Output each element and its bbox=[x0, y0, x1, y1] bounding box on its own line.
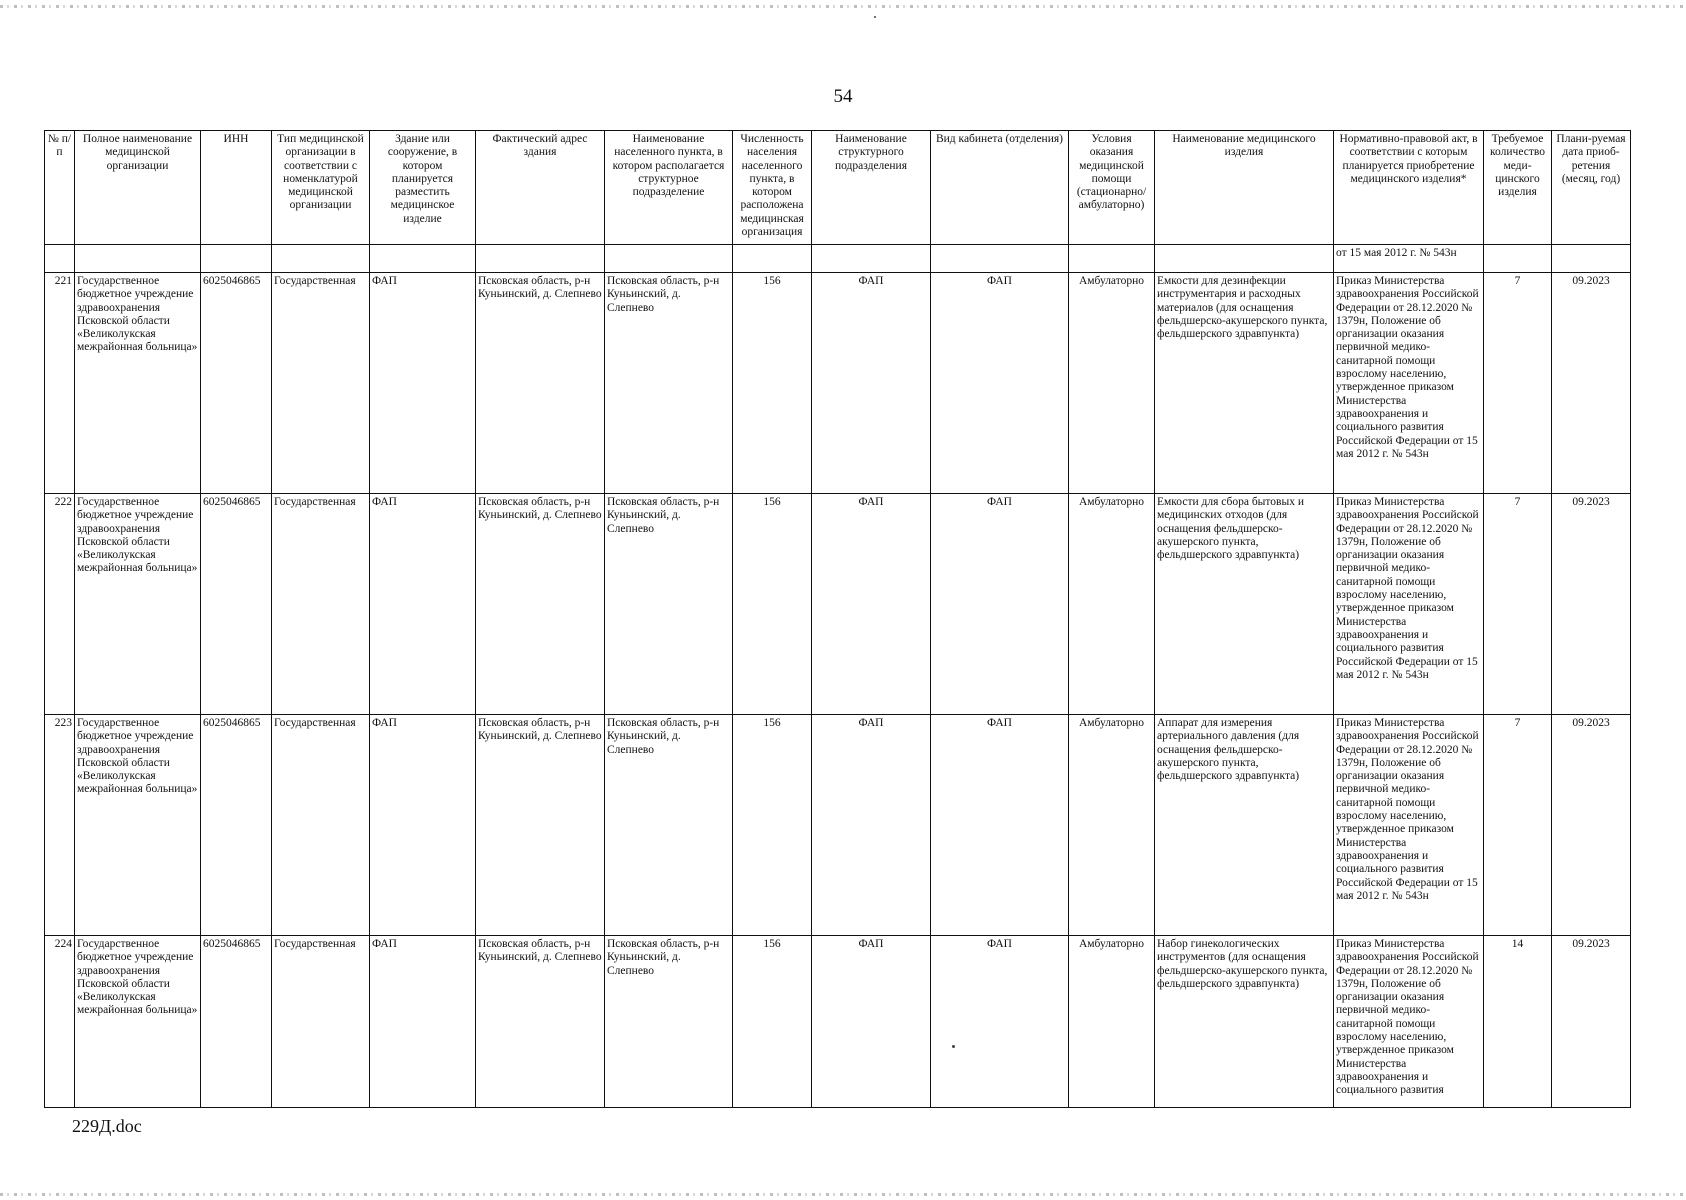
footer-filename: 229Д.doc bbox=[72, 1116, 142, 1136]
table-cell bbox=[1069, 245, 1155, 273]
row-locality: Псковская область, р-н Куньинский, д. Слепнево bbox=[605, 936, 733, 1108]
header-cabinet: Вид кабинета (отделения) bbox=[931, 131, 1069, 245]
row-act: Приказ Министерства здравоохранения Российской Федерации от 28.12.2020 № 1379н, Положение об организации оказания первичной медико-санитарной помощи взрослому населению, утвержденное приказом Министерства здравоохранения и социального развития Российской Федерации от 15 мая 2012 г. № 543н bbox=[1334, 273, 1484, 494]
row-building: ФАП bbox=[370, 936, 476, 1108]
row-type: Государственная bbox=[272, 936, 370, 1108]
row-address: Псковская область, р-н Куньинский, д. Слепнево bbox=[476, 494, 605, 715]
table-cell bbox=[75, 245, 201, 273]
header-row bbox=[45, 131, 1631, 245]
row-inn: 6025046865 bbox=[201, 936, 272, 1108]
row-act: Приказ Министерства здравоохранения Российской Федерации от 28.12.2020 № 1379н, Положение об организации оказания первичной медико-санитарной помощи взрослому населению, утвержденное приказом Министерства здравоохранения и социального развития Российской Федерации от 15 мая 2012 г. № 543н bbox=[1334, 715, 1484, 936]
row-org: Государственное бюджетное учреждение здравоохранения Псковской области «Великолукская межрайонная больница» bbox=[75, 494, 201, 715]
row-qty: 7 bbox=[1484, 494, 1552, 715]
row-address: Псковская область, р-н Куньинский, д. Слепнево bbox=[476, 273, 605, 494]
table-cell bbox=[476, 245, 605, 273]
row-conditions: Амбулаторно bbox=[1069, 494, 1155, 715]
row-type: Государственная bbox=[272, 273, 370, 494]
scan-speck bbox=[952, 1045, 955, 1048]
row-cabinet: ФАП bbox=[931, 494, 1069, 715]
table-cell bbox=[1552, 245, 1631, 273]
row-conditions: Амбулаторно bbox=[1069, 273, 1155, 494]
row-locality: Псковская область, р-н Куньинский, д. Слепнево bbox=[605, 273, 733, 494]
header-date: Плани-руемая дата приоб-ретения (месяц, год) bbox=[1552, 131, 1631, 245]
table-cell bbox=[272, 245, 370, 273]
row-population: 156 bbox=[733, 936, 812, 1108]
row-unit: ФАП bbox=[812, 715, 931, 936]
row-population: 156 bbox=[733, 715, 812, 936]
row-org: Государственное бюджетное учреждение здравоохранения Псковской области «Великолукская межрайонная больница» bbox=[75, 715, 201, 936]
row-date: 09.2023 bbox=[1552, 715, 1631, 936]
row-cabinet: ФАП bbox=[931, 936, 1069, 1108]
row-locality: Псковская область, р-н Куньинский, д. Слепнево bbox=[605, 494, 733, 715]
row-population: 156 bbox=[733, 273, 812, 494]
row-unit: ФАП bbox=[812, 494, 931, 715]
header-address: Фактический адрес здания bbox=[476, 131, 605, 245]
header-locality: Наименование населенного пункта, в котором располагается структурное подразделение bbox=[605, 131, 733, 245]
row-cabinet: ФАП bbox=[931, 715, 1069, 936]
row-num: 222 bbox=[45, 494, 75, 715]
row-address: Псковская область, р-н Куньинский, д. Слепнево bbox=[476, 936, 605, 1108]
row-type: Государственная bbox=[272, 494, 370, 715]
row-conditions: Амбулаторно bbox=[1069, 715, 1155, 936]
row-address: Псковская область, р-н Куньинский, д. Слепнево bbox=[476, 715, 605, 936]
table-row bbox=[45, 494, 1631, 715]
table-cell bbox=[45, 245, 75, 273]
row-org: Государственное бюджетное учреждение здравоохранения Псковской области «Великолукская межрайонная больница» bbox=[75, 936, 201, 1108]
scan-bottom-edge bbox=[0, 1193, 1686, 1196]
row-act: Приказ Министерства здравоохранения Российской Федерации от 28.12.2020 № 1379н, Положение об организации оказания первичной медико-санитарной помощи взрослому населению, утвержденное приказом Министерства здравоохранения и социального развития bbox=[1334, 936, 1484, 1108]
header-act: Нормативно-правовой акт, в соответствии с которым планируется приобретение медицинского изделия* bbox=[1334, 131, 1484, 245]
row-unit: ФАП bbox=[812, 273, 931, 494]
row-num: 224 bbox=[45, 936, 75, 1108]
row-building: ФАП bbox=[370, 273, 476, 494]
header-inn: ИНН bbox=[201, 131, 272, 245]
row-device: Аппарат для измерения артериального давления (для оснащения фельдшерско-акушерского пункта, фельдшерского здравпункта) bbox=[1155, 715, 1334, 936]
row-org: Государственное бюджетное учреждение здравоохранения Псковской области «Великолукская межрайонная больница» bbox=[75, 273, 201, 494]
row-building: ФАП bbox=[370, 715, 476, 936]
row-locality: Псковская область, р-н Куньинский, д. Слепнево bbox=[605, 715, 733, 936]
row-num: 221 bbox=[45, 273, 75, 494]
row-qty: 14 bbox=[1484, 936, 1552, 1108]
row-date: 09.2023 bbox=[1552, 936, 1631, 1108]
header-conditions: Условия оказания медицинской помощи (стационарно/ амбулаторно) bbox=[1069, 131, 1155, 245]
row-building: ФАП bbox=[370, 494, 476, 715]
header-unit: Наименование структурного подразделения bbox=[812, 131, 931, 245]
continuation-row bbox=[45, 245, 1631, 273]
header-device: Наименование медицинского изделия bbox=[1155, 131, 1334, 245]
row-num: 223 bbox=[45, 715, 75, 936]
row-act: Приказ Министерства здравоохранения Российской Федерации от 28.12.2020 № 1379н, Положение об организации оказания первичной медико-санитарной помощи взрослому населению, утвержденное приказом Министерства здравоохранения и социального развития Российской Федерации от 15 мая 2012 г. № 543н bbox=[1334, 494, 1484, 715]
row-device: Емкости для сбора бытовых и медицинских отходов (для оснащения фельдшерско-акушерского пункта, фельдшерского здравпункта) bbox=[1155, 494, 1334, 715]
row-population: 156 bbox=[733, 494, 812, 715]
table-cell bbox=[370, 245, 476, 273]
table-row bbox=[45, 715, 1631, 936]
row-qty: 7 bbox=[1484, 715, 1552, 936]
table-cell bbox=[812, 245, 931, 273]
row-device: Набор гинекологических инструментов (для оснащения фельдшерско-акушерского пункта, фельдшерского здравпункта) bbox=[1155, 936, 1334, 1108]
header-qty: Требуемое количество меди-цинского изделия bbox=[1484, 131, 1552, 245]
header-org: Полное наименование медицинской организации bbox=[75, 131, 201, 245]
row-unit: ФАП bbox=[812, 936, 931, 1108]
table-cell bbox=[1155, 245, 1334, 273]
scan-top-edge bbox=[0, 5, 1686, 8]
table-cell bbox=[931, 245, 1069, 273]
row-qty: 7 bbox=[1484, 273, 1552, 494]
row-inn: 6025046865 bbox=[201, 273, 272, 494]
table-cell bbox=[605, 245, 733, 273]
row-device: Емкости для дезинфекции инструментария и расходных материалов (для оснащения фельдшерско-акушерского пункта, фельдшерского здравпункта) bbox=[1155, 273, 1334, 494]
table-cell bbox=[201, 245, 272, 273]
header-population: Численность населения населенного пункта, в котором расположена медицинская организация bbox=[733, 131, 812, 245]
header-num: № п/п bbox=[45, 131, 75, 245]
row-type: Государственная bbox=[272, 715, 370, 936]
row-inn: 6025046865 bbox=[201, 715, 272, 936]
row-cabinet: ФАП bbox=[931, 273, 1069, 494]
equipment-table bbox=[44, 130, 1631, 1108]
header-type: Тип медицинской организации в соответствии с номенклатурой медицинской организации bbox=[272, 131, 370, 245]
table-cell bbox=[733, 245, 812, 273]
row-date: 09.2023 bbox=[1552, 494, 1631, 715]
row-conditions: Амбулаторно bbox=[1069, 936, 1155, 1108]
table-row bbox=[45, 273, 1631, 494]
continuation-act: от 15 мая 2012 г. № 543н bbox=[1334, 245, 1484, 273]
row-date: 09.2023 bbox=[1552, 273, 1631, 494]
scan-speck bbox=[874, 16, 876, 18]
row-inn: 6025046865 bbox=[201, 494, 272, 715]
header-building: Здание или сооружение, в котором планируется разместить медицинское изделие bbox=[370, 131, 476, 245]
table-row bbox=[45, 936, 1631, 1108]
page-number: 54 bbox=[833, 86, 853, 107]
table-cell bbox=[1484, 245, 1552, 273]
